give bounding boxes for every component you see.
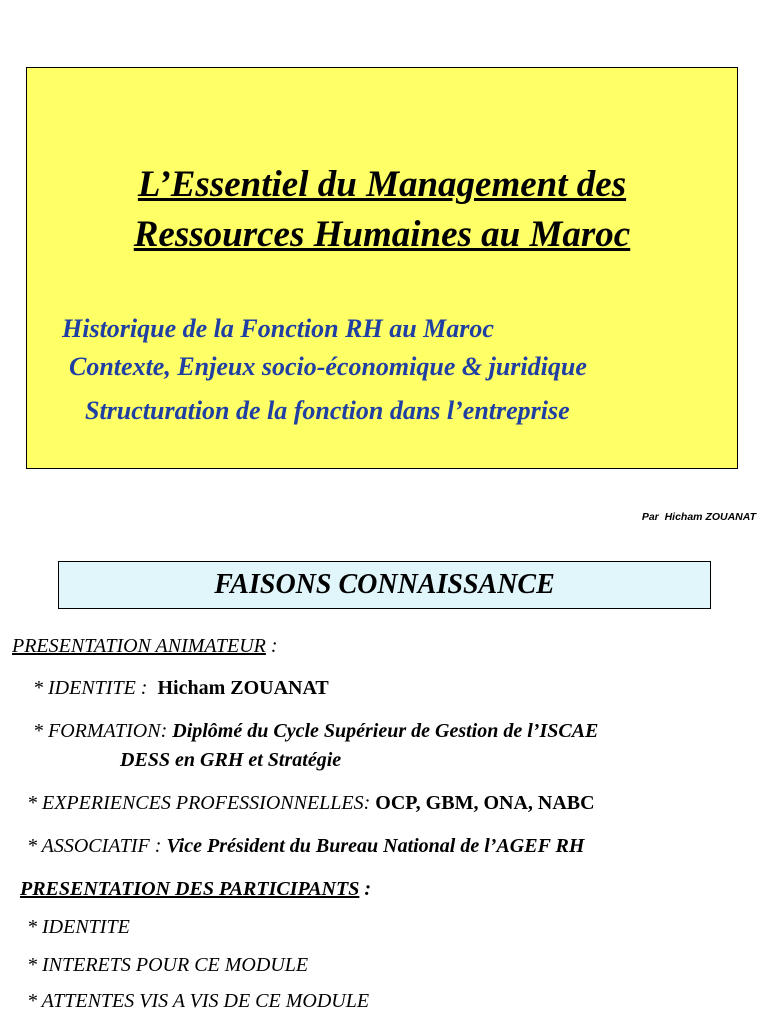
main-title-line-1: L’Essentiel du Management des — [137, 164, 627, 205]
experiences-row — [27, 792, 595, 815]
participants-heading-text: PRESENTATION DES PARTICIPANTS — [20, 878, 360, 900]
subtitle-historique: Historique de la Fonction RH au Maroc — [62, 314, 494, 343]
main-title-line-2: Ressources Humaines au Maroc — [133, 214, 631, 255]
formation-label: * FORMATION: — [33, 720, 168, 742]
participants-heading-colon: : — [359, 878, 372, 900]
subtitle-contexte: Contexte, Enjeux socio-économique & juridique — [69, 352, 587, 381]
formation-value-line-2: DESS en GRH et Stratégie — [120, 749, 342, 771]
animateur-heading-text: PRESENTATION ANIMATEUR — [12, 635, 266, 657]
participants-item-interets: * INTERETS POUR CE MODULE — [27, 954, 309, 976]
participants-heading — [20, 878, 371, 901]
byline-prefix: Par — [641, 511, 659, 523]
section-title-box — [58, 561, 711, 609]
formation-value: Diplômé du Cycle Supérieur de Gestion de l’ISCAE — [172, 720, 599, 742]
identite-label: * IDENTITE : — [33, 677, 148, 699]
subtitle-structuration: Structuration de la fonction dans l’entreprise — [85, 396, 570, 425]
experiences-label: * EXPERIENCES PROFESSIONNELLES: — [27, 792, 371, 814]
identite-row — [33, 677, 329, 700]
animateur-heading-colon: : — [265, 635, 278, 657]
main-title — [27, 160, 737, 260]
associatif-value: Vice Président du Bureau National de l’AGEF RH — [166, 835, 585, 857]
byline-author: Hicham ZOUANAT — [664, 511, 756, 523]
associatif-row — [27, 835, 584, 858]
author-byline — [642, 511, 756, 523]
animateur-heading — [12, 635, 278, 658]
section-title: FAISONS CONNAISSANCE — [214, 569, 555, 600]
participants-item-attentes: * ATTENTES VIS A VIS DE CE MODULE — [27, 990, 370, 1012]
title-slide-box — [26, 67, 738, 469]
identite-value: Hicham ZOUANAT — [157, 677, 329, 699]
participants-item-identite: * IDENTITE — [27, 916, 130, 938]
associatif-label: * ASSOCIATIF : — [27, 835, 162, 857]
experiences-value: OCP, GBM, ONA, NABC — [375, 792, 595, 814]
formation-row — [33, 720, 598, 743]
